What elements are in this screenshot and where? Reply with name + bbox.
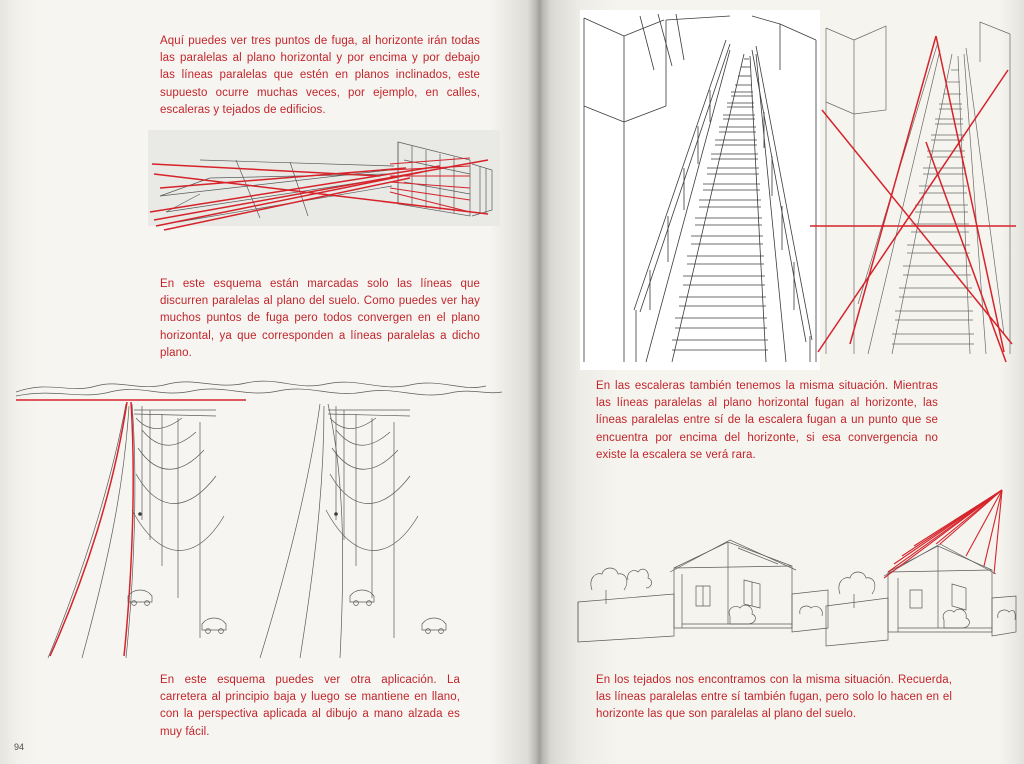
paragraph-4-text: En las escaleras también tenemos la misma situación. Mientras las líneas paralelas al plano horizontal fugan al horizonte, las líneas paralelas entre sí de la escalera fugan a un punto que se encuentra por encima del horizonte, si esa convergencia no existe la escalera se verá rara.: [596, 380, 938, 461]
paragraph-2: [160, 276, 480, 362]
paragraph-3: [160, 672, 460, 741]
book-gutter-shadow: [528, 0, 550, 764]
fig-road-landscape: [10, 370, 510, 660]
paragraph-2-text: En este esquema están marcadas solo las líneas que discurren paralelas al plano del suelo. Como puedes ver hay muchos puntos de fuga pero todos convergen en el plano horizontal, ya que corresponden a líneas paralelas a dicho plano.: [160, 278, 480, 359]
fig-roof-redlines: [826, 486, 1016, 651]
paragraph-1-text: Aquí puedes ver tres puntos de fuga, al horizonte irán todas las paralelas al plano horizontal y por encima y por debajo las líneas paralelas que estén en planos inclinados, este supuesto ocurre muchas veces, por ejemplo, en calles, escaleras y tejados de edificios.: [160, 35, 480, 116]
paragraph-1: [160, 33, 480, 119]
paragraph-3-text: En este esquema puedes ver otra aplicación. La carretera al principio baja y luego se mantiene en llano, con la perspectiva aplicada al dibujo a mano alzada es muy fácil.: [160, 674, 460, 738]
fig-staircase: [580, 10, 820, 370]
fig-staircase-redlines: [808, 14, 1018, 364]
fig-street-vanishing: [140, 130, 500, 250]
paragraph-4: [596, 378, 938, 464]
paragraph-5-text: En los tejados nos encontramos con la misma situación. Recuerda, las líneas paralelas entre sí también fugan, pero solo lo hacen en el horizonte las que son paralelas al plano del suelo.: [596, 674, 952, 721]
right-page-column: [550, 0, 1024, 764]
page-number: 94: [14, 742, 25, 752]
fig-roof-house: [578, 528, 828, 648]
paragraph-5: [596, 672, 952, 724]
